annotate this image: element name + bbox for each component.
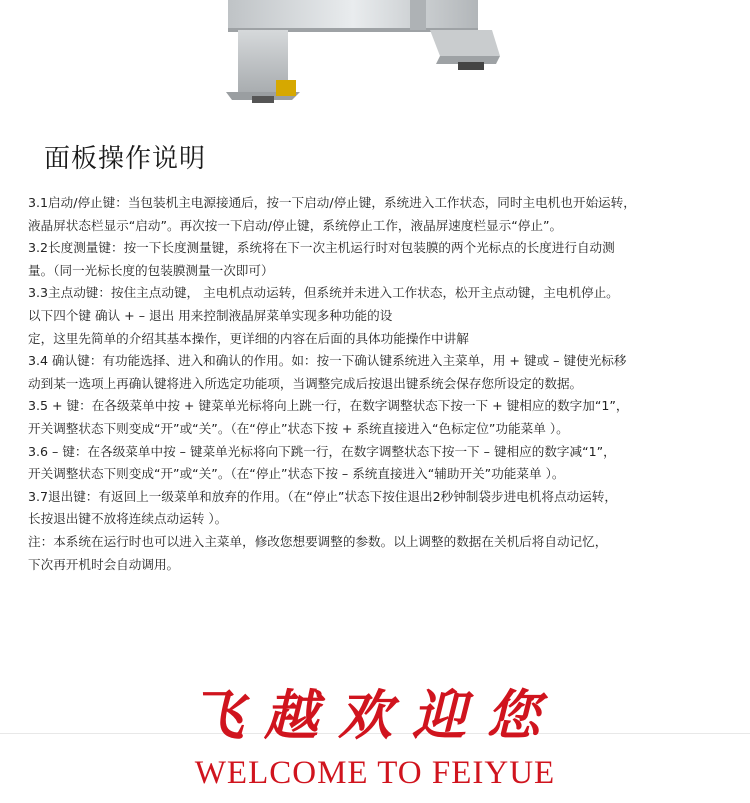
welcome-banner [0, 665, 750, 803]
manual-line: 3.5 + 键：在各级菜单中按 + 键菜单光标将向上跳一行，在数字调整状态下按一下 + 键相应的数字加“1”， [28, 398, 629, 414]
manual-line: 定，这里先简单的介绍其基本操作，更详细的内容在后面的具体功能操作中讲解 [28, 330, 469, 346]
manual-line: 下次再开机时会自动调用。 [28, 556, 180, 572]
manual-line: 液晶屏状态栏显示“启动”。再次按一下启动/停止键，系统停止工作，液晶屏速度栏显示“停止”。 [28, 217, 563, 233]
manual-line: 3.2长度测量键：按一下长度测量键，系统将在下一次主机运行时对包装膜的两个光标点的长度进行自动测 [28, 240, 615, 256]
manual-line: 3.1启动/停止键：当包装机主电源接通后，按一下启动/停止键，系统进入工作状态，同时主电机也开始运转， [28, 195, 636, 210]
welcome-chinese-text: 飞越欢迎您 [190, 683, 560, 747]
manual-line: 3.4 确认键：有功能选择、进入和确认的作用。如：按一下确认键系统进入主菜单，用 + 键或 – 键使光标移 [28, 353, 627, 369]
manual-line: 长按退出键不放将连续点动运转 ）。 [28, 511, 228, 527]
manual-line: 量。（同一光标长度的包装膜测量一次即可） [28, 262, 274, 278]
manual-line: 3.3主点动键：按住主点动键， 主电机点动运转，但系统并未进入工作状态，松开主点动键，主电机停止。 [28, 285, 619, 301]
welcome-english-text: WELCOME TO FEIYUE [194, 755, 556, 791]
manual-line: 3.6 – 键：在各级菜单中按 – 键菜单光标将向下跳一行，在数字调整状态下按一下 – 键相应的数字减“1”， [28, 443, 616, 459]
manual-line: 开关调整状态下则变成“开”或“关”。（在“停止”状态下按 – 系统直接进入“辅助开关”功能菜单 ）。 [28, 466, 565, 482]
manual-line: 开关调整状态下则变成“开”或“关”。（在“停止”状态下按 + 系统直接进入“色标定位”功能菜单 ）。 [28, 420, 569, 436]
manual-line: 注：本系统在运行时也可以进入主菜单，修改您想要调整的参数。以上调整的数据在关机后将自动记忆， [28, 533, 608, 549]
manual-body [28, 192, 728, 576]
manual-line: 3.7退出键：有返回上一级菜单和放弃的作用。（在“停止”状态下按住退出2秒钟制袋步进电机将点动运转， [28, 488, 617, 504]
machine-base-photo [0, 0, 750, 110]
manual-line: 动到某一选项上再确认键将进入所选定功能项，当调整完成后按退出键系统会保存您所设定的数据。 [28, 375, 583, 391]
manual-line: 以下四个键 确认 + – 退出 用来控制液晶屏菜单实现多种功能的设 [28, 307, 393, 323]
section-title: 面板操作说明 [44, 144, 207, 174]
